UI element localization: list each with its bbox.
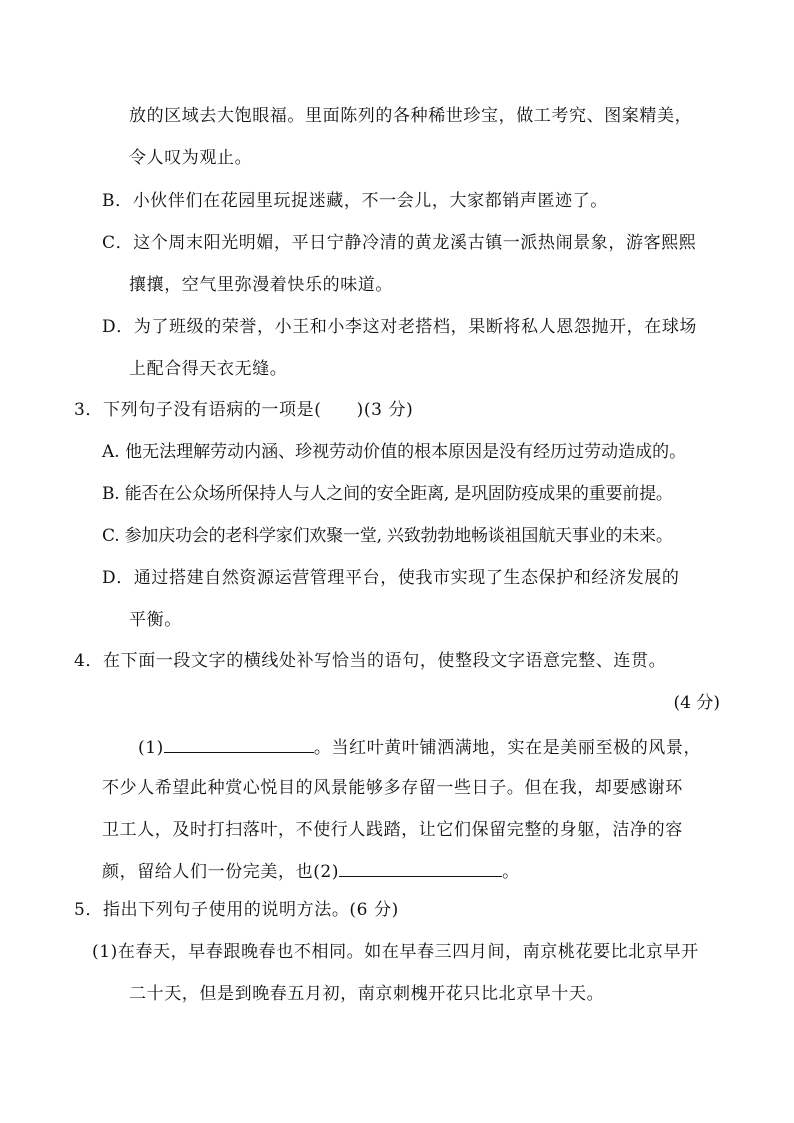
blank-1-label: (1) bbox=[138, 738, 164, 758]
q4-passage-line1-text: 。当红叶黄叶铺洒满地，实在是美丽至极的风景， bbox=[313, 738, 702, 758]
q4-passage-line4 bbox=[102, 858, 520, 884]
q4-passage-line2: 不少人希望此种赏心悦目的风景能够多存留一些日子。但在我，却要感谢环 bbox=[102, 778, 683, 798]
q3-option-a: A. 他无法理解劳动内涵、珍视劳动价值的根本原因是没有经历过劳动造成的。 bbox=[102, 442, 687, 462]
q4-passage-end: 。 bbox=[502, 862, 520, 882]
q2-option-c-line2: 攘攘，空气里弥漫着快乐的味道。 bbox=[129, 275, 393, 295]
q4-passage-line4-text: 颜，留给人们一份完美，也(2) bbox=[102, 862, 340, 882]
q3-option-b: B. 能否在公众场所保持人与人之间的安全距离, 是巩固防疫成果的重要前提。 bbox=[102, 484, 673, 504]
q5-item1-line2: 二十天，但是到晚春五月初，南京刺槐开花只比北京早十天。 bbox=[129, 984, 605, 1004]
q2-option-c-line1: C．这个周末阳光明媚，平日宁静冷清的黄龙溪古镇一派热闹景象，游客熙熙 bbox=[102, 233, 697, 253]
q4-score: (4 分) bbox=[673, 693, 720, 713]
q5-item1-line1: (1)在春天，早春跟晚春也不相同。如在早春三四月间，南京桃花要比北京早开 bbox=[92, 942, 699, 962]
q5-stem: 5．指出下列句子使用的说明方法。(6 分) bbox=[74, 900, 399, 920]
q2-option-d-line2: 上配合得天衣无缝。 bbox=[129, 359, 288, 379]
q3-option-d-line2: 平衡。 bbox=[129, 610, 182, 630]
q4-passage-line1 bbox=[138, 734, 701, 760]
q2-option-a-line2: 令人叹为观止。 bbox=[129, 148, 253, 168]
q2-option-d-line1: D．为了班级的荣誉，小王和小李这对老搭档，果断将私人恩怨抛开，在球场 bbox=[102, 317, 698, 337]
q4-stem: 4．在下面一段文字的横线处补写恰当的语句，使整段文字语意完整、连贯。 bbox=[74, 651, 667, 671]
answer-blank-2[interactable] bbox=[339, 858, 502, 877]
q2-option-b: B．小伙伴们在花园里玩捉迷藏，不一会儿，大家都销声匿迹了。 bbox=[102, 191, 608, 211]
q4-passage-line3: 卫工人，及时打扫落叶，不使行人践踏，让它们保留完整的身躯，洁净的容 bbox=[102, 820, 683, 840]
q3-option-d-line1: D．通过搭建自然资源运营管理平台，使我市实现了生态保护和经济发展的 bbox=[102, 568, 680, 588]
q3-stem: 3．下列句子没有语病的一项是( )(3 分) bbox=[74, 400, 414, 420]
q2-option-a-line1: 放的区域去大饱眼福。里面陈列的各种稀世珍宝，做工考究、图案精美， bbox=[129, 106, 693, 126]
answer-blank-1[interactable] bbox=[164, 734, 314, 753]
q3-option-c: C. 参加庆功会的老科学家们欢聚一堂, 兴致勃勃地畅谈祖国航天事业的未来。 bbox=[102, 526, 673, 546]
